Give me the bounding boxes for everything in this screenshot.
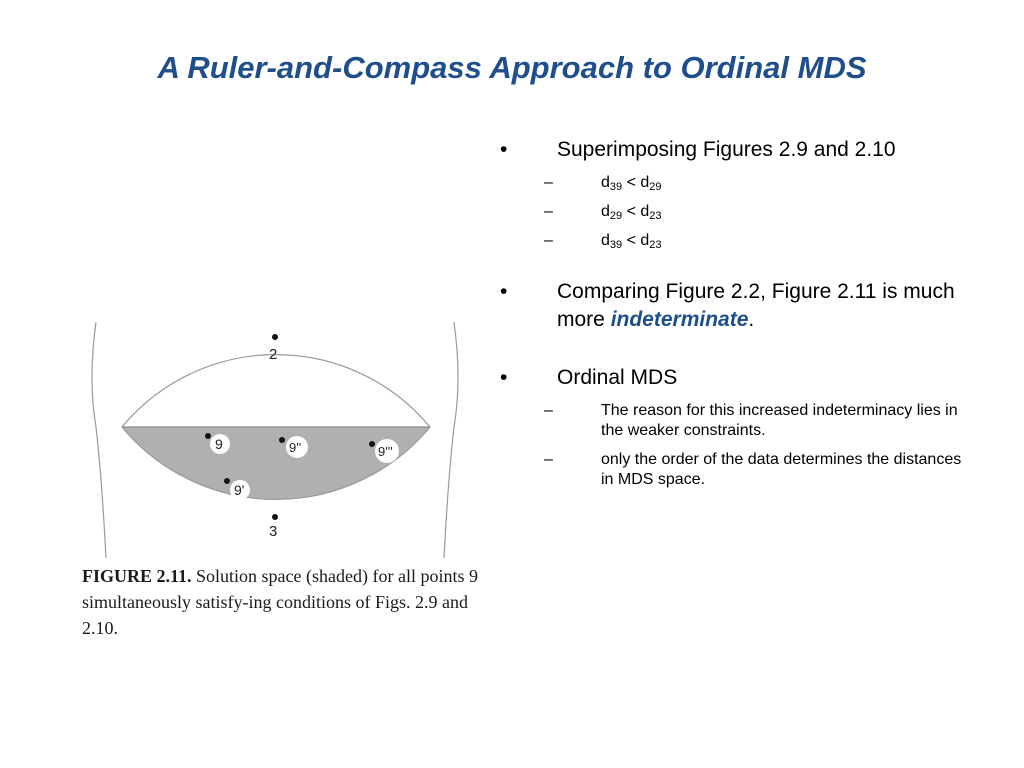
- label-9: 9: [215, 436, 223, 452]
- dash-mark: –: [544, 402, 553, 419]
- shaded-solution-region: [122, 427, 430, 499]
- subscript: 23: [649, 210, 662, 222]
- operator: <: [622, 174, 641, 191]
- operator: <: [622, 232, 641, 249]
- label-2: 2: [269, 346, 278, 363]
- bullet-mark: •: [500, 138, 508, 161]
- bullet-text-end: .: [748, 308, 755, 331]
- bullet-text: Superimposing Figures 2.9 and 2.10: [557, 138, 896, 161]
- right-boundary-arc: [444, 322, 458, 558]
- point-9-triple-prime: [369, 441, 375, 447]
- bullet-mark: •: [500, 280, 508, 303]
- sub-bullet-reason: [500, 401, 970, 441]
- dist-symbol: d: [640, 203, 650, 220]
- point-9-prime: [224, 478, 230, 484]
- dist-symbol: d: [601, 174, 610, 191]
- sub-bullet-inequality-3: [500, 231, 970, 251]
- dist-symbol: d: [640, 232, 650, 249]
- bullet-text: Ordinal MDS: [557, 366, 678, 389]
- point-2: [272, 334, 278, 340]
- sub-bullet-text: only the order of the data determines the distances in MDS space.: [601, 451, 962, 488]
- slide-title: A Ruler-and-Compass Approach to Ordinal MDS: [157, 50, 867, 85]
- bullet-text: Comparing Figure 2.2, Figure 2.11 is much more: [557, 280, 955, 331]
- point-3: [272, 514, 278, 520]
- dist-symbol: d: [601, 203, 610, 220]
- bullet-ordinal-mds: [500, 364, 970, 392]
- sub-bullet-inequality-1: [500, 173, 970, 193]
- emphasis-indeterminate: indeterminate: [610, 308, 749, 331]
- operator: <: [622, 203, 641, 220]
- subscript: 29: [609, 210, 623, 222]
- point-9-double-prime: [279, 437, 285, 443]
- label-3: 3: [269, 523, 278, 540]
- subscript: 23: [649, 239, 662, 251]
- sub-bullet-text: The reason for this increased indeterminacy lies in the weaker constraints.: [601, 402, 958, 439]
- left-boundary-arc: [92, 322, 106, 558]
- bullet-superimposing: [500, 136, 970, 164]
- upper-arc: [122, 355, 430, 427]
- label-9-triple-prime: 9''': [378, 444, 393, 459]
- dash-mark: –: [544, 174, 553, 191]
- sub-bullet-inequality-2: [500, 202, 970, 222]
- bullet-comparing: [500, 278, 970, 334]
- dash-mark: –: [544, 203, 553, 220]
- point-9: [205, 433, 211, 439]
- solution-space-diagram: [82, 320, 482, 560]
- subscript: 39: [609, 239, 623, 251]
- dash-mark: –: [544, 232, 553, 249]
- label-9-double-prime: 9'': [289, 440, 302, 455]
- subscript: 29: [649, 181, 662, 193]
- caption-tag: FIGURE 2.11.: [82, 566, 192, 586]
- dist-symbol: d: [640, 174, 650, 191]
- label-9-prime: 9': [234, 482, 245, 498]
- bullet-list: [500, 136, 970, 490]
- dist-symbol: d: [601, 232, 610, 249]
- caption-text: Solution space (shaded) for all points 9 simultaneously satisfy-ing conditions of Figs. 2.9 and 2.10.: [82, 566, 478, 638]
- dash-mark: –: [544, 451, 553, 468]
- sub-bullet-order: [500, 450, 970, 490]
- figure-caption: [82, 563, 482, 641]
- subscript: 39: [609, 181, 623, 193]
- bullet-mark: •: [500, 366, 508, 389]
